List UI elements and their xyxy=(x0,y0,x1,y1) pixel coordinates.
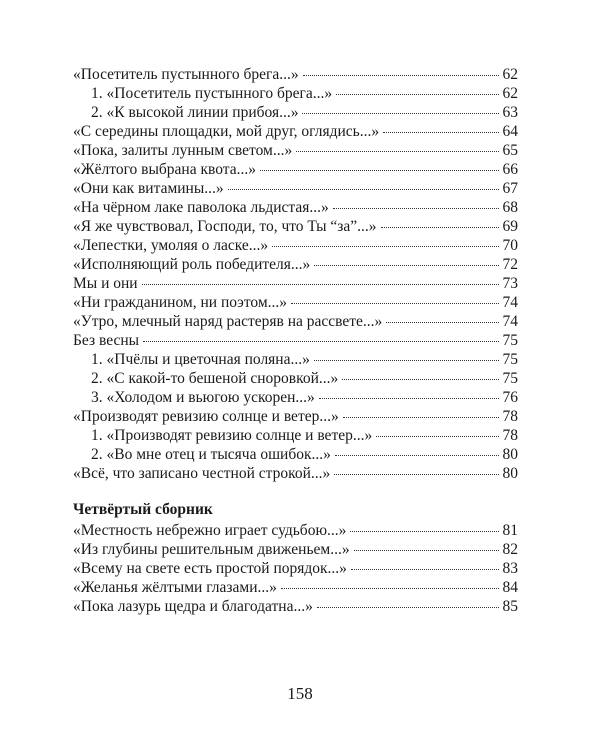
toc-entry-title: Мы и они xyxy=(73,275,138,292)
toc-entry-title: 2. «С какой-то бешеной сноровкой...» xyxy=(91,370,339,387)
toc-entry-title: 2. «К высокой линии прибоя...» xyxy=(91,104,299,121)
toc-entry xyxy=(73,464,518,483)
toc-entry-page: 75 xyxy=(502,370,518,387)
toc-entry-page: 63 xyxy=(502,104,518,121)
toc-entry-title: «Жёлтого выбрана квота...» xyxy=(73,161,256,178)
dot-leader xyxy=(383,132,498,133)
toc-fourth-list xyxy=(73,521,518,616)
toc-entry-title: «Ни гражданином, ни поэтом...» xyxy=(73,294,288,311)
toc-entry xyxy=(73,388,518,407)
dot-leader xyxy=(142,284,499,285)
dot-leader xyxy=(281,588,499,589)
toc-entry xyxy=(73,331,518,350)
toc-entry xyxy=(73,122,518,141)
dot-leader xyxy=(334,474,498,475)
toc-entry-page: 82 xyxy=(502,541,518,558)
dot-leader xyxy=(314,265,498,266)
toc-entry-page: 80 xyxy=(502,465,518,482)
toc-entry-title: «Местность небрежно играет судьбою...» xyxy=(73,522,347,539)
toc-entry xyxy=(73,312,518,331)
dot-leader xyxy=(354,550,499,551)
dot-leader xyxy=(272,246,498,247)
toc-entry-title: 1. «Пчёлы и цветочная поляна...» xyxy=(91,351,310,368)
dot-leader xyxy=(343,417,499,418)
toc-entry-title: Без весны xyxy=(73,332,140,349)
toc-entry xyxy=(73,84,518,103)
toc-entry-page: 66 xyxy=(502,161,518,178)
toc-entry xyxy=(73,445,518,464)
toc-entry-title: «Желанья жёлтыми глазами...» xyxy=(73,579,277,596)
toc-entry xyxy=(73,198,518,217)
dot-leader xyxy=(302,113,498,114)
toc-entry xyxy=(73,293,518,312)
toc-entry xyxy=(73,350,518,369)
toc-entry-page: 74 xyxy=(502,313,518,330)
dot-leader xyxy=(303,75,499,76)
toc-entry-title: 1. «Производят ревизию солнце и ветер...» xyxy=(91,427,373,444)
toc-entry xyxy=(73,559,518,578)
toc-entry-title: 2. «Во мне отец и тысяча ошибок...» xyxy=(91,446,331,463)
toc-entry xyxy=(73,274,518,293)
dot-leader xyxy=(351,569,499,570)
toc-entry-page: 67 xyxy=(502,180,518,197)
toc-entry-page: 78 xyxy=(502,427,518,444)
dot-leader xyxy=(336,94,498,95)
toc-entry-page: 72 xyxy=(502,256,518,273)
toc-entry-page: 85 xyxy=(502,598,518,615)
dot-leader xyxy=(381,227,499,228)
dot-leader xyxy=(296,151,498,152)
dot-leader xyxy=(317,607,499,608)
toc-entry-page: 80 xyxy=(502,446,518,463)
toc-entry-title: «Из глубины решительным движеньем...» xyxy=(73,541,350,558)
toc-entry-page: 81 xyxy=(502,522,518,539)
toc-entry-title: «Исполняющий роль победителя...» xyxy=(73,256,311,273)
toc-entry-page: 78 xyxy=(502,408,518,425)
dot-leader xyxy=(228,189,499,190)
toc-section-fourth-collection xyxy=(73,500,518,616)
toc-entry xyxy=(73,103,518,122)
toc-entry-title: 3. «Холодом и вьюгою ускорен...» xyxy=(91,389,315,406)
toc-entry-title: «Пока, залиты лунным светом...» xyxy=(73,142,293,159)
toc-entry xyxy=(73,255,518,274)
toc-entry xyxy=(73,236,518,255)
toc-entry xyxy=(73,179,518,198)
toc-entry xyxy=(73,65,518,84)
dot-leader xyxy=(291,303,498,304)
toc-main-list xyxy=(73,65,518,483)
toc-entry-page: 83 xyxy=(502,560,518,577)
toc-entry-title: 1. «Посетитель пустынного брега...» xyxy=(91,85,333,102)
toc-entry-title: «Я же чувствовал, Господи, то, что Ты “за”...» xyxy=(73,218,377,235)
toc-entry xyxy=(73,578,518,597)
toc-entry-page: 62 xyxy=(502,85,518,102)
toc-entry-page: 76 xyxy=(502,389,518,406)
dot-leader xyxy=(386,322,498,323)
toc-entry-title: «Они как витамины...» xyxy=(73,180,224,197)
toc-entry-page: 62 xyxy=(502,66,518,83)
toc-entry-title: «Посетитель пустынного брега...» xyxy=(73,66,299,83)
dot-leader xyxy=(333,208,499,209)
toc-entry xyxy=(73,426,518,445)
dot-leader xyxy=(342,379,498,380)
toc-entry-title: «Утро, млечный наряд растеряв на рассвете...» xyxy=(73,313,383,330)
toc-entry-title: «Пока лазурь щедра и благодатна...» xyxy=(73,598,313,615)
dot-leader xyxy=(376,436,498,437)
toc-entry-page: 70 xyxy=(502,237,518,254)
toc-entry-page: 64 xyxy=(502,123,518,140)
dot-leader xyxy=(314,360,499,361)
dot-leader xyxy=(335,455,499,456)
toc-entry-page: 69 xyxy=(502,218,518,235)
toc-entry-page: 65 xyxy=(502,142,518,159)
toc-entry xyxy=(73,160,518,179)
toc-entry-title: «Производят ревизию солнце и ветер...» xyxy=(73,408,339,425)
toc-entry xyxy=(73,217,518,236)
toc-entry-title: «С середины площадки, мой друг, оглядись...» xyxy=(73,123,380,140)
page-number: 158 xyxy=(287,684,313,703)
toc-entry-page: 74 xyxy=(502,294,518,311)
toc-entry-title: «Лепестки, умоляя о ласке...» xyxy=(73,237,269,254)
toc-entry xyxy=(73,141,518,160)
toc-entry xyxy=(73,407,518,426)
section-heading: Четвёртый сборник xyxy=(73,501,213,518)
toc-entry-page: 75 xyxy=(502,332,518,349)
toc-entry-page: 84 xyxy=(502,579,518,596)
toc-entry-title: «Всё, что записано честной строкой...» xyxy=(73,465,331,482)
toc-entry xyxy=(73,540,518,559)
toc-entry-page: 75 xyxy=(502,351,518,368)
dot-leader xyxy=(350,531,498,532)
dot-leader xyxy=(260,170,499,171)
toc-entry-page: 68 xyxy=(502,199,518,216)
dot-leader xyxy=(143,341,498,342)
toc-entry xyxy=(73,597,518,616)
toc-entry xyxy=(73,369,518,388)
toc-entry-title: «На чёрном лаке паволока льдистая...» xyxy=(73,199,329,216)
dot-leader xyxy=(319,398,499,399)
toc-entry-page: 73 xyxy=(502,275,518,292)
toc-entry-title: «Всему на свете есть простой порядок...» xyxy=(73,560,347,577)
toc-entry xyxy=(73,521,518,540)
